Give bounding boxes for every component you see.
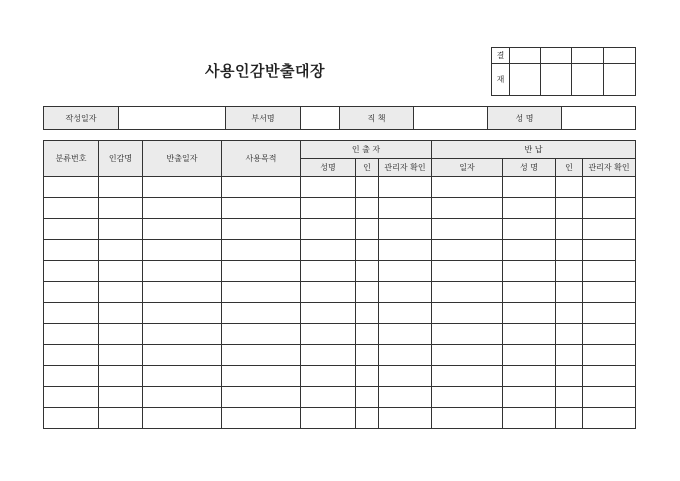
table-cell[interactable] <box>503 261 556 282</box>
table-row <box>44 408 636 429</box>
date-label: 작성일자 <box>44 107 119 130</box>
name-label: 성 명 <box>488 107 562 130</box>
table-cell[interactable] <box>503 303 556 324</box>
table-cell[interactable] <box>379 387 432 408</box>
table-cell[interactable] <box>99 198 143 219</box>
table-cell[interactable] <box>356 240 379 261</box>
table-cell[interactable] <box>222 387 301 408</box>
table-cell[interactable] <box>432 219 503 240</box>
table-cell[interactable] <box>99 261 143 282</box>
approval-sign-cell[interactable] <box>510 64 541 96</box>
table-cell[interactable] <box>583 303 636 324</box>
table-cell[interactable] <box>379 261 432 282</box>
table-cell[interactable] <box>379 408 432 429</box>
table-cell[interactable] <box>379 240 432 261</box>
header-seal-name: 인감명 <box>99 141 143 177</box>
approval-sign-cell[interactable] <box>604 64 636 96</box>
table-cell[interactable] <box>356 345 379 366</box>
table-cell[interactable] <box>432 324 503 345</box>
table-cell[interactable] <box>583 177 636 198</box>
table-cell[interactable] <box>556 408 583 429</box>
table-cell[interactable] <box>583 198 636 219</box>
header-return-seal: 인 <box>556 159 583 177</box>
table-cell[interactable] <box>222 324 301 345</box>
approval-sign-cell[interactable] <box>541 64 572 96</box>
table-cell[interactable] <box>379 198 432 219</box>
table-cell[interactable] <box>503 282 556 303</box>
table-cell[interactable] <box>432 282 503 303</box>
table-cell[interactable] <box>503 198 556 219</box>
table-cell[interactable] <box>379 324 432 345</box>
table-cell[interactable] <box>583 387 636 408</box>
table-cell[interactable] <box>44 303 99 324</box>
table-cell[interactable] <box>356 324 379 345</box>
table-row <box>44 261 636 282</box>
table-cell[interactable] <box>99 408 143 429</box>
table-cell[interactable] <box>556 198 583 219</box>
table-cell[interactable] <box>503 366 556 387</box>
table-cell[interactable] <box>556 366 583 387</box>
table-cell[interactable] <box>44 177 99 198</box>
table-row <box>44 324 636 345</box>
table-cell[interactable] <box>556 177 583 198</box>
table-row <box>44 303 636 324</box>
table-cell[interactable] <box>99 219 143 240</box>
table-cell[interactable] <box>583 324 636 345</box>
table-cell[interactable] <box>432 345 503 366</box>
table-cell[interactable] <box>44 345 99 366</box>
table-cell[interactable] <box>44 240 99 261</box>
table-cell[interactable] <box>222 366 301 387</box>
table-cell[interactable] <box>379 177 432 198</box>
table-cell[interactable] <box>143 324 222 345</box>
table-cell[interactable] <box>143 408 222 429</box>
table-cell[interactable] <box>356 219 379 240</box>
table-cell[interactable] <box>379 303 432 324</box>
table-cell[interactable] <box>583 408 636 429</box>
table-cell[interactable] <box>583 219 636 240</box>
header-return-date: 일자 <box>432 159 503 177</box>
table-cell[interactable] <box>556 345 583 366</box>
table-cell[interactable] <box>143 303 222 324</box>
position-field[interactable] <box>414 107 488 130</box>
header-return-manager: 관리자 확인 <box>583 159 636 177</box>
table-cell[interactable] <box>143 177 222 198</box>
table-cell[interactable] <box>301 345 356 366</box>
approval-header-cell <box>541 48 572 64</box>
table-cell[interactable] <box>583 261 636 282</box>
table-cell[interactable] <box>222 219 301 240</box>
table-cell[interactable] <box>44 387 99 408</box>
table-cell[interactable] <box>99 282 143 303</box>
table-cell[interactable] <box>143 240 222 261</box>
table-cell[interactable] <box>99 303 143 324</box>
table-body <box>44 177 636 429</box>
table-cell[interactable] <box>44 408 99 429</box>
seal-log-table <box>43 140 636 429</box>
approval-box <box>491 47 636 96</box>
table-cell[interactable] <box>556 261 583 282</box>
table-cell[interactable] <box>44 198 99 219</box>
table-cell[interactable] <box>301 408 356 429</box>
table-cell[interactable] <box>583 282 636 303</box>
table-cell[interactable] <box>556 303 583 324</box>
table-row <box>44 198 636 219</box>
table-cell[interactable] <box>222 282 301 303</box>
table-cell[interactable] <box>556 282 583 303</box>
table-cell[interactable] <box>356 198 379 219</box>
table-cell[interactable] <box>556 219 583 240</box>
table-cell[interactable] <box>556 324 583 345</box>
table-cell[interactable] <box>503 219 556 240</box>
header-taker-seal: 인 <box>356 159 379 177</box>
table-cell[interactable] <box>356 387 379 408</box>
table-cell[interactable] <box>503 387 556 408</box>
table-cell[interactable] <box>143 261 222 282</box>
table-cell[interactable] <box>143 387 222 408</box>
approval-sign-cell[interactable] <box>572 64 604 96</box>
table-cell[interactable] <box>143 366 222 387</box>
table-cell[interactable] <box>99 387 143 408</box>
table-cell[interactable] <box>222 261 301 282</box>
date-field[interactable] <box>119 107 226 130</box>
page-title: 사용인감반출대장 <box>205 62 325 80</box>
table-cell[interactable] <box>44 219 99 240</box>
table-cell[interactable] <box>99 324 143 345</box>
table-cell[interactable] <box>99 240 143 261</box>
table-cell[interactable] <box>432 240 503 261</box>
header-taker-manager: 관리자 확인 <box>379 159 432 177</box>
table-cell[interactable] <box>222 303 301 324</box>
table-cell[interactable] <box>356 177 379 198</box>
table-cell[interactable] <box>432 366 503 387</box>
table-cell[interactable] <box>143 198 222 219</box>
table-cell[interactable] <box>379 345 432 366</box>
table-cell[interactable] <box>432 387 503 408</box>
table-cell[interactable] <box>222 198 301 219</box>
table-cell[interactable] <box>379 366 432 387</box>
table-cell[interactable] <box>301 177 356 198</box>
table-cell[interactable] <box>356 408 379 429</box>
table-cell[interactable] <box>44 282 99 303</box>
table-cell[interactable] <box>432 177 503 198</box>
table-cell[interactable] <box>379 219 432 240</box>
table-cell[interactable] <box>301 303 356 324</box>
dept-label: 부서명 <box>226 107 301 130</box>
table-cell[interactable] <box>143 282 222 303</box>
table-row <box>44 387 636 408</box>
approval-label-bottom: 재 <box>492 64 510 96</box>
table-cell[interactable] <box>583 345 636 366</box>
table-cell[interactable] <box>301 282 356 303</box>
table-cell[interactable] <box>379 282 432 303</box>
table-cell[interactable] <box>44 261 99 282</box>
table-row <box>44 219 636 240</box>
table-cell[interactable] <box>583 240 636 261</box>
dept-field[interactable] <box>301 107 340 130</box>
approval-label-top: 결 <box>492 48 510 64</box>
table-row <box>44 240 636 261</box>
table-cell[interactable] <box>44 324 99 345</box>
table-cell[interactable] <box>44 366 99 387</box>
table-row <box>44 282 636 303</box>
table-cell[interactable] <box>583 366 636 387</box>
table-cell[interactable] <box>301 240 356 261</box>
name-field[interactable] <box>562 107 636 130</box>
header-out-date: 반출일자 <box>143 141 222 177</box>
table-row <box>44 177 636 198</box>
header-taker-name: 성명 <box>301 159 356 177</box>
table-cell[interactable] <box>143 345 222 366</box>
table-cell[interactable] <box>503 240 556 261</box>
approval-header-cell <box>510 48 541 64</box>
table-cell[interactable] <box>432 198 503 219</box>
info-table <box>43 106 636 130</box>
approval-header-cell <box>604 48 636 64</box>
table-cell[interactable] <box>301 366 356 387</box>
table-cell[interactable] <box>356 366 379 387</box>
approval-header-cell <box>572 48 604 64</box>
table-cell[interactable] <box>356 303 379 324</box>
header-return-group: 반 납 <box>432 141 636 159</box>
table-cell[interactable] <box>503 324 556 345</box>
table-row <box>44 345 636 366</box>
table-cell[interactable] <box>503 345 556 366</box>
table-cell[interactable] <box>432 261 503 282</box>
table-cell[interactable] <box>99 345 143 366</box>
table-cell[interactable] <box>222 408 301 429</box>
position-label: 직 책 <box>340 107 414 130</box>
table-cell[interactable] <box>356 261 379 282</box>
header-taker-group: 인 출 자 <box>301 141 432 159</box>
table-cell[interactable] <box>143 219 222 240</box>
table-cell[interactable] <box>222 345 301 366</box>
table-cell[interactable] <box>432 408 503 429</box>
table-row <box>44 366 636 387</box>
table-cell[interactable] <box>222 177 301 198</box>
table-cell[interactable] <box>301 387 356 408</box>
table-cell[interactable] <box>356 282 379 303</box>
table-cell[interactable] <box>503 408 556 429</box>
table-cell[interactable] <box>99 177 143 198</box>
table-cell[interactable] <box>556 387 583 408</box>
table-cell[interactable] <box>432 303 503 324</box>
header-class-no: 분류번호 <box>44 141 99 177</box>
table-cell[interactable] <box>99 366 143 387</box>
table-cell[interactable] <box>556 240 583 261</box>
table-cell[interactable] <box>503 177 556 198</box>
table-cell[interactable] <box>301 261 356 282</box>
header-return-name: 성 명 <box>503 159 556 177</box>
table-cell[interactable] <box>301 219 356 240</box>
table-cell[interactable] <box>301 198 356 219</box>
table-cell[interactable] <box>301 324 356 345</box>
header-purpose: 사용목적 <box>222 141 301 177</box>
table-cell[interactable] <box>222 240 301 261</box>
